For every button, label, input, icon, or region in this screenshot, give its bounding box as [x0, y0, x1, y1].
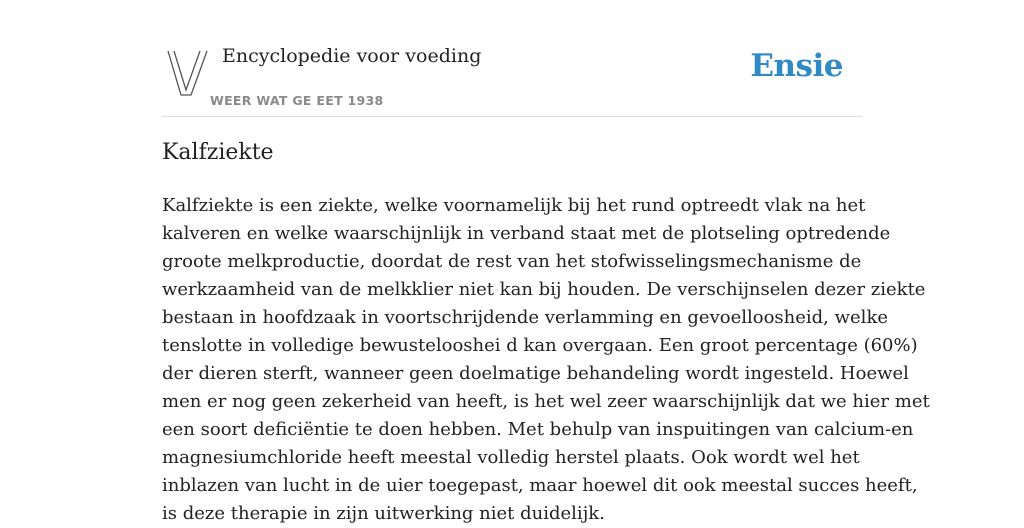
body-line: bestaan in hoofdzaak in voortschrijdende verlamming en gevoelloosheid, welke — [162, 307, 889, 328]
body-line: magnesiumchloride heeft meestal volledig herstel plaats. Ook wordt wel het — [162, 447, 860, 468]
v-letter-logo-icon[interactable] — [165, 48, 209, 98]
header — [162, 0, 862, 117]
body-line: men er nog geen zekerheid van heeft, is het wel zeer waarschijnlijk dat we hier met — [162, 391, 930, 412]
body-line: tenslotte in volledige bewustelooshei d kan overgaan. Een groot percentage (60%) — [162, 335, 918, 356]
entry-title: Kalfziekte — [162, 140, 274, 165]
body-line: een soort deficiëntie te doen hebben. Met behulp van inspuitingen van calcium-en — [162, 419, 914, 440]
body-line: Kalfziekte is een ziekte, welke voornamelijk bij het rund optreedt vlak na het — [162, 195, 866, 216]
body-line: kalveren en welke waarschijnlijk in verband staat met de plotseling optredende — [162, 223, 891, 244]
body-line: is deze therapie in zijn uitwerking niet duidelijk. — [162, 503, 605, 524]
body-line: groote melkproductie, doordat de rest van het stofwisselingsmechanisme de — [162, 251, 862, 272]
body-line: inblazen van lucht in de uier toegepast, maar hoewel dit ook meestal succes heeft, — [162, 475, 918, 496]
entry-body — [162, 192, 930, 528]
body-line: werkzaamheid van de melkklier niet kan bij houden. De verschijnselen dezer ziekte — [162, 279, 926, 300]
brand-logo-link[interactable]: Ensie — [750, 48, 843, 84]
book-title[interactable]: Encyclopedie voor voeding — [222, 45, 482, 67]
body-line: der dieren sterft, wanneer geen doelmatige behandeling wordt ingesteld. Hoewel — [162, 363, 909, 384]
book-subtitle: WEER WAT GE EET 1938 — [210, 93, 384, 108]
